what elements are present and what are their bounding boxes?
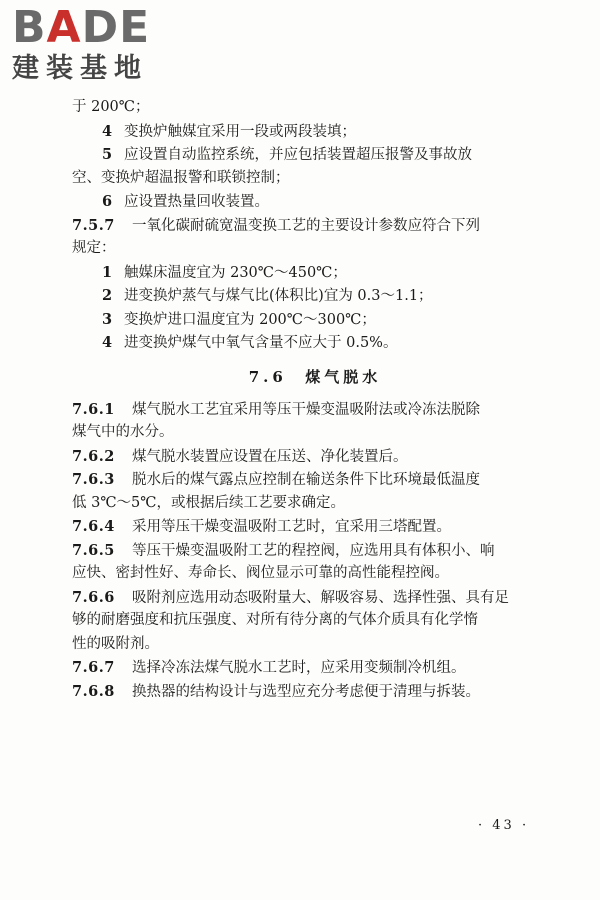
continuation-line: 于 200℃；	[72, 99, 150, 115]
clause-7-6-1: 7.6.1 煤气脱水工艺宜采用等压干燥变温吸附法或冷冻法脱除 煤气中的水分。	[72, 400, 480, 440]
page-number: · 43 ·	[478, 818, 530, 833]
list-item: 3 变换炉进口温度宜为 200℃～300℃；	[102, 310, 376, 328]
clause-7-6-4: 7.6.4 采用等压干燥变温吸附工艺时，宜采用三塔配置。	[72, 518, 451, 535]
list-item: 1 触媒床温度宜为 230℃～450℃；	[102, 263, 347, 281]
logo-wordmark: BADE	[12, 2, 151, 53]
list-item: 4 进变换炉煤气中氧气含量不应大于 0.5%。	[102, 334, 398, 351]
clause-7-6-5: 7.6.5 等压干燥变温吸附工艺的程控阀，应选用具有体积小、响 应快、密封性好、寿命长、阀位显示可靠的高性能程控阀。	[72, 541, 495, 581]
clause-7-6-8: 7.6.8 换热器的结构设计与选型应充分考虑便于清理与拆装。	[72, 682, 480, 700]
section-heading: 7.6 煤气脱水	[248, 367, 382, 386]
clause-7-6-7: 7.6.7 选择冷冻法煤气脱水工艺时，应采用变频制冷机组。	[72, 659, 466, 676]
clause-7-6-2: 7.6.2 煤气脱水装置应设置在压送、净化装置后。	[72, 447, 408, 465]
clause-continuation: 规定：	[72, 240, 116, 256]
list-item: 4 变换炉触媒宜采用一段或两段装填；	[102, 122, 356, 140]
bade-logo	[12, 2, 182, 84]
logo-accent-letter: A	[46, 2, 82, 53]
clause-7-5-7: 7.5.7 一氧化碳耐硫宽温变换工艺的主要设计参数应符合下列	[72, 216, 480, 234]
logo-chinese-name: 建装基地	[12, 53, 148, 84]
clause-7-6-6: 7.6.6 吸附剂应选用动态吸附量大、解吸容易、选择性强、具有足 够的耐磨强度和抗压强度、对所有待分离的气体介质具有化学惰 性的吸附剂。	[72, 588, 509, 652]
clause-7-6-3: 7.6.3 脱水后的煤气露点应控制在输送条件下比环境最低温度 低 3℃～5℃，或根据后续工艺要求确定。	[72, 471, 480, 511]
list-item-continuation: 空、变换炉超温报警和联锁控制；	[72, 169, 290, 186]
list-item: 6 应设置热量回收装置。	[102, 193, 269, 210]
document-page	[72, 96, 558, 703]
list-item: 5 应设置自动监控系统，并应包括装置超压报警及事故放	[102, 146, 472, 163]
list-item: 2 进变换炉蒸气与煤气比(体积比)宜为 0.3～1.1；	[102, 287, 433, 304]
